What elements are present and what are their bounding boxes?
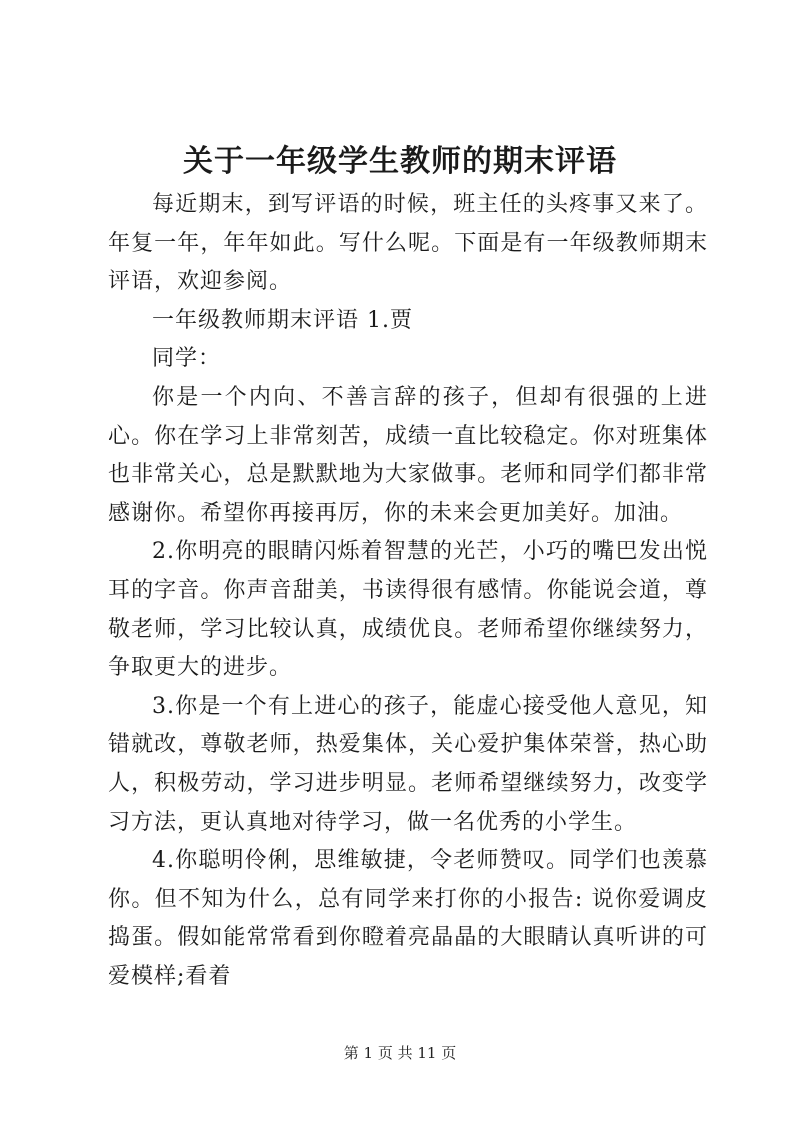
paragraph-salutation: 同学： xyxy=(152,346,222,372)
paragraph-comment-1: 你是一个内向、不善言辞的孩子，但却有很强的上进心。你在学习上非常刻苦，成绩一直比较稳定。你对班集体也非常关心，总是默默地为大家做事。老师和同学们都非常感谢你。希望你再接再厉，你的未来会更加美好。加油。 xyxy=(108,384,708,526)
paragraph-comment-3: 3.你是一个有上进心的孩子，能虚心接受他人意见，知错就改，尊敬老师，热爱集体，关心爱护集体荣誉，热心助人，积极劳动，学习进步明显。老师希望继续努力，改变学习方法，更认真地对待学习，做一名优秀的小学生。 xyxy=(108,693,708,835)
page-footer: 第 1 页 共 11 页 xyxy=(343,1044,457,1062)
paragraph-heading: 一年级教师期末评语 1.贾 xyxy=(152,307,413,333)
paragraph-comment-2: 2.你明亮的眼睛闪烁着智慧的光芒，小巧的嘴巴发出悦耳的字音。你声音甜美，书读得很有感情。你能说会道，尊敬老师，学习比较认真，成绩优良。老师希望你继续努力，争取更大的进步。 xyxy=(108,539,708,681)
document-body xyxy=(108,186,708,996)
paragraph-comment-4: 4.你聪明伶俐，思维敏捷，令老师赞叹。同学们也羡慕你。但不知为什么，总有同学来打你的小报告: 说你爱调皮捣蛋。假如能常常看到你瞪着亮晶晶的大眼睛认真听讲的可爱模样;看着 xyxy=(108,848,708,989)
document-title: 关于一年级学生教师的期末评语 xyxy=(183,144,617,179)
paragraph-intro: 每近期末，到写评语的时候，班主任的头疼事又来了。年复一年，年年如此。写什么呢。下面是有一年级教师期末评语，欢迎参阅。 xyxy=(108,192,708,295)
